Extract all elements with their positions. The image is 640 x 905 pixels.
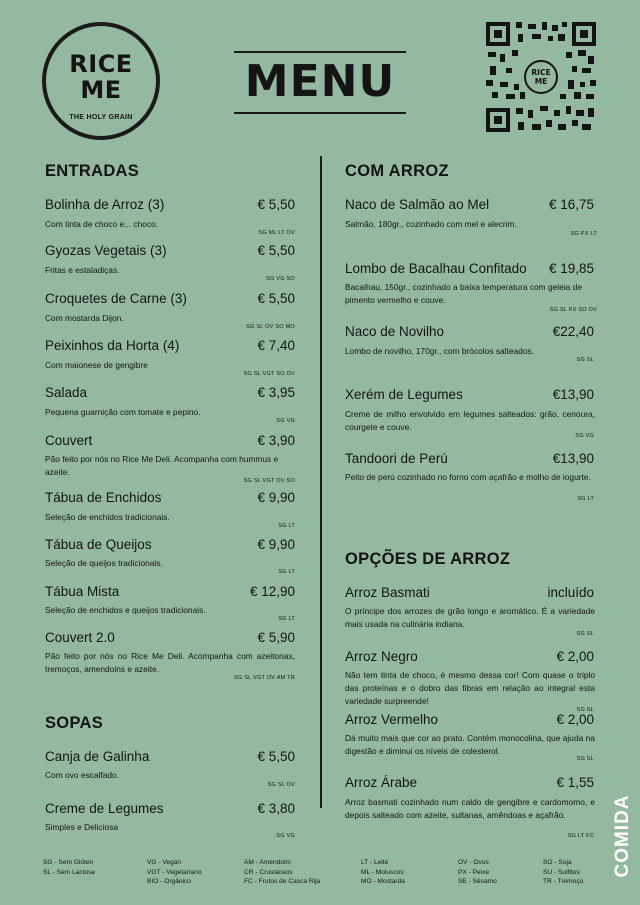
menu-item-allergens: SG SL PX SO OV: [549, 307, 597, 313]
menu-item-description: Seleção de queijos tradicionais.: [45, 558, 163, 568]
legend-entry: FC - Frutos de Casca Rija: [244, 878, 321, 885]
menu-item-name: Tábua de Queijos: [45, 537, 152, 552]
menu-item-description: Com maionese de gengibre: [45, 360, 148, 370]
menu-item-name: Tábua de Enchidos: [45, 490, 162, 505]
menu-item-allergens: SG SL VGT OV SO: [243, 478, 295, 484]
legend-entry: LT - Leite: [361, 859, 389, 866]
menu-item-description: Peito de perú cozinhado no forno com açafrão e molho de iogurte.: [345, 472, 591, 482]
menu-item-description: Não tem tinta de choco, é mesmo dessa cor! Com quase o triplo das proteínas e o dobro das fibras em relação ao integral esta variedade surpreende!: [345, 670, 595, 706]
menu-item-allergens: SG LT: [278, 616, 295, 622]
menu-item-name: Bolinha de Arroz (3): [45, 197, 165, 212]
menu-item-allergens: SG SL VGT OV AM TR: [233, 675, 295, 681]
legend-entry: SU - Sulfitos: [543, 868, 580, 876]
menu-item-description: Com ovo escalfado.: [45, 770, 120, 780]
menu-item-name: Arroz Basmati: [345, 585, 430, 600]
menu-item-name: Canja de Galinha: [45, 749, 150, 764]
title-rule-top: [234, 51, 406, 53]
menu-item-name: Gyozas Vegetais (3): [45, 243, 167, 258]
menu-item-description: Pão feito por nós no Rice Me Deli. Acompanha com azeitonas, tremoços, amendoins e azeite.: [45, 651, 295, 674]
legend-entry: SE - Sésamo: [458, 878, 497, 885]
menu-item-name: Peixinhos da Horta (4): [45, 338, 180, 353]
menu-item-price: €13,90: [552, 451, 594, 466]
menu-item-allergens: SG SL: [576, 357, 594, 363]
menu-item-name: Couvert 2.0: [45, 630, 115, 645]
logo-tagline: THE HOLY GRAIN: [69, 114, 133, 121]
menu-item-price: €13,90: [552, 387, 594, 402]
menu-item-allergens: SG SL: [576, 707, 594, 713]
menu-item-allergens: SG LT: [278, 523, 295, 529]
menu-item-price: € 5,50: [257, 197, 295, 212]
menu-item-price: € 5,90: [257, 630, 295, 645]
legend-entry: TR - Tremoço: [543, 878, 584, 885]
menu-item-name: Arroz Negro: [345, 649, 418, 664]
menu-item-allergens: SG SL OV: [267, 782, 295, 788]
menu-item-allergens: SG VG: [276, 418, 295, 424]
legend-entry: SL - Sem Lactose: [43, 868, 96, 876]
menu-item-description: Salmão, 180gr., cozinhado com mel e alecrim.: [345, 219, 517, 229]
legend-column: [458, 858, 497, 887]
menu-item-allergens: SG SL: [576, 756, 594, 762]
column-divider: [320, 156, 322, 808]
menu-item-allergens: SG LT FC: [567, 833, 594, 839]
legend-entry: SG - Sem Glúten: [43, 859, 94, 866]
menu-item-price: € 1,55: [556, 775, 594, 790]
legend-entry: SO - Soja: [543, 859, 572, 866]
side-label: [598, 790, 640, 882]
menu-item-allergens: SG VG SO: [266, 276, 295, 282]
legend-column: [147, 858, 202, 887]
menu-item-name: Tábua Mista: [45, 584, 120, 599]
menu-item-price: € 2,00: [556, 712, 594, 727]
section-heading-opcoes-de-arroz: OPÇÕES DE ARROZ: [345, 550, 511, 568]
menu-item-price: € 9,90: [257, 490, 295, 505]
section-heading-entradas: ENTRADAS: [45, 162, 140, 180]
menu-item-allergens: SG LT: [577, 496, 594, 502]
menu-item-price: € 5,50: [257, 749, 295, 764]
legend-entry: AM - Amendoim: [244, 859, 291, 866]
menu-item-price: € 7,40: [257, 338, 295, 353]
legend-entry: CR - Crustáceos: [244, 868, 293, 876]
menu-item-price: € 2,00: [556, 649, 594, 664]
menu-item-description: Pequena guarnição com tomate e pepino.: [45, 407, 201, 417]
menu-item-price: € 5,50: [257, 243, 295, 258]
legend-entry: OV - Ovos: [458, 859, 489, 866]
menu-item-description: Simples e Deliciosa: [45, 822, 119, 832]
menu-item-description: Creme de milho envolvido em legumes salteados: grão, cenoura, courgete e couve.: [345, 409, 595, 432]
menu-item-price: incluído: [547, 585, 594, 600]
legend-entry: MO - Mostarda: [361, 878, 405, 885]
menu-item-name: Tandoori de Perú: [345, 451, 448, 466]
menu-item-name: Salada: [45, 385, 88, 400]
menu-item-name: Naco de Salmão ao Mel: [345, 197, 490, 212]
menu-item-name: Lombo de Bacalhau Confitado: [345, 261, 527, 276]
menu-item-description: Dá muito mais que cor ao prato. Contém monocolina, que ajuda na digestão e diminui os níveis de colesterol.: [345, 733, 595, 756]
menu-item-allergens: SG LT: [278, 569, 295, 575]
legend-entry: BIO - Orgânico: [147, 878, 191, 885]
legend-column: [43, 858, 95, 877]
side-label-text: COMIDA: [612, 794, 633, 878]
menu-item-name: Arroz Vermelho: [345, 712, 439, 727]
menu-item-name: Naco de Novilho: [345, 324, 445, 339]
qr-logo-line-2: ME: [534, 77, 548, 86]
menu-item-price: € 16,75: [548, 197, 594, 212]
menu-item-description: Arroz basmati cozinhado num caldo de gengibre e cardomomo, e depois salteado com azeite, sultanas, amêndoas e açafrão.: [345, 797, 595, 820]
menu-item-allergens: SG SL OV SO MO: [246, 324, 295, 330]
menu-item-allergens: SG PX LT: [570, 231, 597, 237]
menu-item-description: Fritas e estaladiças.: [45, 265, 120, 275]
menu-item-name: Couvert: [45, 433, 93, 448]
menu-item-description: Com tinta de choco e... choco.: [45, 219, 159, 229]
legend-column: [361, 858, 405, 887]
menu-item-price: €22,40: [552, 324, 594, 339]
menu-item-description: Seleção de enchidos e queijos tradicionais.: [45, 605, 206, 615]
menu-item-name: Xerém de Legumes: [345, 387, 463, 402]
legend-column: [543, 858, 583, 887]
menu-item-name: Arroz Árabe: [345, 775, 418, 790]
logo-line-1: RICE: [69, 50, 133, 78]
menu-item-price: € 3,80: [257, 801, 295, 816]
menu-item-description: Lombo de novilho, 170gr., com brócolos salteados.: [345, 346, 535, 356]
menu-item-description: Bacalhau, 150gr., cozinhado a baixa temperatura com geleia de pimento vermelho e couve.: [345, 282, 582, 305]
menu-item-price: € 5,50: [257, 291, 295, 306]
menu-item-allergens: SG SL VGT SO OV: [243, 371, 295, 377]
legend-entry: ML - Moluscos: [361, 868, 404, 876]
menu-item-name: Croquetes de Carne (3): [45, 291, 187, 306]
page-title: MENU: [244, 56, 396, 107]
menu-item-allergens: SG ML LT OV: [258, 230, 295, 236]
menu-item-allergens: SG VG: [575, 433, 594, 439]
menu-item-description: O príncipe dos arrozes de grão longo e aromático. É a variedade mais usada na culinária indiana.: [345, 606, 595, 629]
legend-column: [244, 858, 320, 887]
section-heading-sopas: SOPAS: [45, 714, 104, 732]
menu-item-price: € 3,90: [257, 433, 295, 448]
legend-entry: VGT - Vegetariano: [147, 868, 202, 876]
menu-item-price: € 19,85: [548, 261, 594, 276]
title-rule-bottom: [234, 112, 406, 114]
legend-entry: PX - Peixe: [458, 868, 490, 876]
menu-item-price: € 9,90: [257, 537, 295, 552]
menu-item-price: € 12,90: [249, 584, 295, 599]
menu-item-allergens: SG VG: [276, 833, 295, 839]
section-heading-com-arroz: COM ARROZ: [345, 162, 449, 180]
rice-me-logo: [42, 22, 160, 140]
menu-item-allergens: SG SL: [576, 631, 594, 637]
menu-item-description: Com mostarda Dijon.: [45, 313, 124, 323]
qr-code[interactable]: [486, 22, 596, 132]
menu-item-name: Creme de Legumes: [45, 801, 164, 816]
legend-entry: VG - Vegan: [147, 859, 182, 866]
menu-item-description: Seleção de enchidos tradicionais.: [45, 512, 170, 522]
logo-line-2: ME: [80, 76, 122, 104]
menu-item-price: € 3,95: [257, 385, 295, 400]
qr-logo-line-1: RICE: [531, 68, 551, 77]
menu-item-description: Pão feito por nós no Rice Me Deli. Acompanha com hummus e azeite.: [45, 454, 279, 477]
